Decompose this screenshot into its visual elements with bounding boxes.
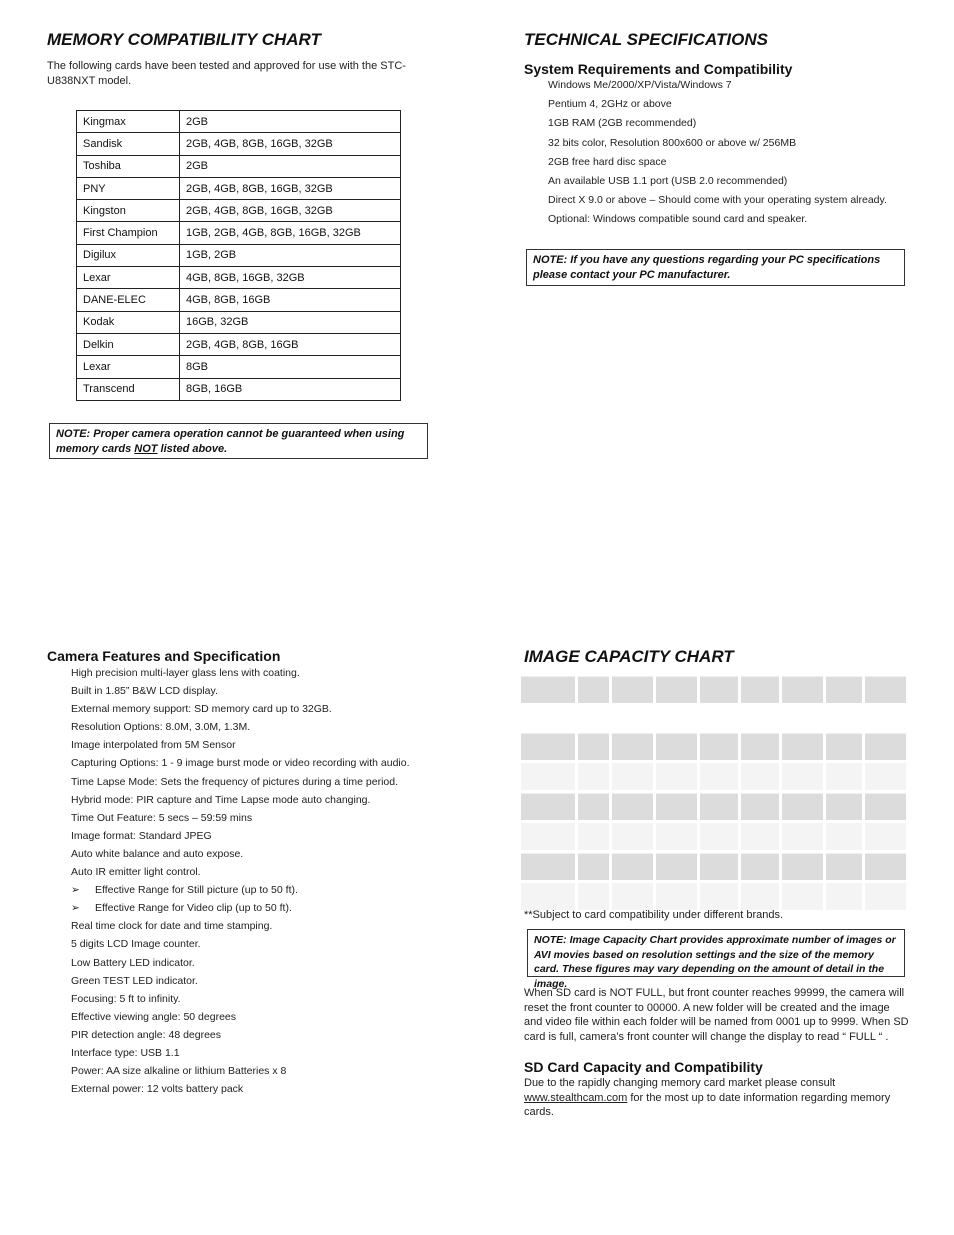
- memory-sizes-cell: 4GB, 8GB, 16GB, 32GB: [180, 267, 401, 289]
- capacity-cell: [521, 733, 575, 760]
- list-item: [71, 881, 410, 899]
- capacity-cell: [700, 853, 738, 880]
- capacity-cell: [826, 883, 862, 910]
- feature-text: Image interpolated from 5M Sensor: [71, 739, 236, 752]
- table-row: [77, 177, 401, 199]
- capacity-cell: [741, 823, 779, 850]
- capacity-cell: [656, 793, 697, 820]
- table-row: [77, 267, 401, 289]
- feature-text: Image format: Standard JPEG: [71, 829, 212, 842]
- feature-text: Green TEST LED indicator.: [71, 974, 198, 987]
- capacity-cell: [521, 763, 575, 790]
- feature-text: Effective viewing angle: 50 degrees: [71, 1010, 236, 1023]
- list-item: [71, 1044, 410, 1062]
- capacity-row: [521, 733, 911, 760]
- table-row: [77, 289, 401, 311]
- list-item: [71, 1026, 410, 1044]
- table-row: [77, 356, 401, 378]
- capacity-cell: [865, 793, 906, 820]
- capacity-cell: [578, 733, 609, 760]
- list-item: [71, 700, 410, 718]
- capacity-cell: [826, 823, 862, 850]
- feature-text: Power: AA size alkaline or lithium Batteries x 8: [71, 1065, 287, 1078]
- capacity-cell: [612, 733, 653, 760]
- memory-brand-cell: Kingston: [77, 200, 180, 222]
- capacity-cell: [865, 883, 906, 910]
- capacity-row: [521, 793, 911, 820]
- feature-text: Time Lapse Mode: Sets the frequency of pictures during a time period.: [71, 775, 399, 788]
- capacity-cell: [700, 676, 738, 703]
- capacity-cell: [656, 883, 697, 910]
- capacity-cell: [782, 883, 823, 910]
- memory-sizes-cell: 1GB, 2GB: [180, 244, 401, 266]
- capacity-cell: [700, 793, 738, 820]
- feature-text: Low Battery LED indicator.: [71, 956, 195, 969]
- list-item: 2GB free hard disc space: [548, 155, 667, 168]
- table-row: [77, 311, 401, 333]
- capacity-cell: [578, 793, 609, 820]
- list-item: [71, 845, 410, 863]
- feature-text: Built in 1.85” B&W LCD display.: [71, 685, 218, 698]
- pc-spec-note: NOTE: If you have any questions regarding your PC specifications please contact your PC manufacturer.: [526, 249, 905, 286]
- memory-compat-table: [76, 110, 401, 401]
- list-item: [71, 917, 410, 935]
- capacity-cell: [782, 793, 823, 820]
- memory-note: [49, 423, 428, 459]
- sd-capacity-title: SD Card Capacity and Compatibility: [524, 1059, 763, 1075]
- memory-sizes-cell: 2GB, 4GB, 8GB, 16GB, 32GB: [180, 133, 401, 155]
- memory-intro: The following cards have been tested and approved for use with the STC-U838NXT model.: [47, 60, 406, 87]
- capacity-cell: [741, 853, 779, 880]
- feature-text: Auto white balance and auto expose.: [71, 847, 244, 860]
- list-item: [71, 899, 410, 917]
- capacity-cell: [521, 676, 575, 703]
- capacity-cell: [782, 733, 823, 760]
- capacity-cell: [612, 763, 653, 790]
- capacity-cell: [521, 823, 575, 850]
- capacity-cell: [826, 763, 862, 790]
- memory-sizes-cell: 8GB, 16GB: [180, 378, 401, 400]
- capacity-cell: [700, 883, 738, 910]
- feature-text: Effective Range for Still picture (up to 50 ft).: [95, 884, 298, 897]
- capacity-cell: [578, 853, 609, 880]
- capacity-cell: [741, 676, 779, 703]
- table-row: [77, 378, 401, 400]
- capacity-row: [521, 883, 911, 910]
- capacity-cell: [826, 853, 862, 880]
- memory-brand-cell: Digilux: [77, 244, 180, 266]
- list-item: [71, 935, 410, 953]
- list-item: [71, 954, 410, 972]
- feature-text: Effective Range for Video clip (up to 50 ft).: [95, 902, 292, 915]
- list-item: [71, 773, 410, 791]
- capacity-cell: [521, 853, 575, 880]
- feature-text: Interface type: USB 1.1: [71, 1046, 180, 1059]
- feature-text: PIR detection angle: 48 degrees: [71, 1028, 222, 1041]
- capacity-cell: [700, 733, 738, 760]
- camera-features-title: Camera Features and Specification: [47, 648, 281, 664]
- memory-chart-title: MEMORY COMPATIBILITY CHART: [47, 30, 321, 49]
- list-item: [71, 863, 410, 881]
- capacity-cell: [826, 793, 862, 820]
- capacity-cell: [865, 676, 906, 703]
- list-item: [71, 664, 410, 682]
- feature-text: High precision multi-layer glass lens with coating.: [71, 667, 300, 679]
- list-item: [71, 718, 410, 736]
- capacity-cell: [826, 676, 862, 703]
- list-item: Windows Me/2000/XP/Vista/Windows 7: [548, 79, 732, 91]
- capacity-cell: [865, 763, 906, 790]
- memory-brand-cell: Kodak: [77, 311, 180, 333]
- sys-req-list: [548, 76, 887, 230]
- capacity-cell: [782, 823, 823, 850]
- capacity-cell: [578, 763, 609, 790]
- feature-text: 5 digits LCD Image counter.: [71, 938, 201, 951]
- memory-note-emphasis: NOT: [134, 443, 158, 455]
- capacity-cell: [521, 793, 575, 820]
- sys-req-title: System Requirements and Compatibility: [524, 61, 793, 77]
- list-item: [71, 990, 410, 1008]
- capacity-cell: [865, 823, 906, 850]
- memory-sizes-cell: 2GB, 4GB, 8GB, 16GB, 32GB: [180, 177, 401, 199]
- memory-brand-cell: Delkin: [77, 333, 180, 355]
- list-item: 32 bits color, Resolution 800x600 or above w/ 256MB: [548, 136, 797, 149]
- capacity-cell: [578, 883, 609, 910]
- feature-text: Focusing: 5 ft to infinity.: [71, 992, 181, 1005]
- capacity-cell: [578, 823, 609, 850]
- feature-text: Capturing Options: 1 - 9 image burst mode or video recording with audio.: [71, 757, 410, 770]
- capacity-cell: [656, 763, 697, 790]
- memory-brand-cell: First Champion: [77, 222, 180, 244]
- feature-text: Auto IR emitter light control.: [71, 866, 201, 879]
- capacity-cell: [612, 793, 653, 820]
- capacity-cell: [741, 763, 779, 790]
- stealthcam-link[interactable]: www.stealthcam.com: [524, 1091, 628, 1104]
- list-item: [71, 736, 410, 754]
- list-item: [71, 1080, 410, 1098]
- capacity-cell: [741, 883, 779, 910]
- list-item: [71, 682, 410, 700]
- capacity-cell: [700, 823, 738, 850]
- list-item: [71, 1062, 410, 1080]
- list-item: Pentium 4, 2GHz or above: [548, 98, 672, 111]
- capacity-cell: [741, 793, 779, 820]
- memory-sizes-cell: 1GB, 2GB, 4GB, 8GB, 16GB, 32GB: [180, 222, 401, 244]
- image-capacity-grid: [521, 676, 911, 913]
- table-row: [77, 133, 401, 155]
- capacity-row: [521, 763, 911, 790]
- feature-text: Time Out Feature: 5 secs – 59:59 mins: [71, 811, 253, 824]
- memory-brand-cell: Toshiba: [77, 155, 180, 177]
- feature-text: External memory support: SD memory card up to 32GB.: [71, 703, 332, 716]
- list-item: Optional: Windows compatible sound card and speaker.: [548, 213, 808, 226]
- memory-brand-cell: DANE-ELEC: [77, 289, 180, 311]
- capacity-header-row: [521, 676, 911, 703]
- list-item: 1GB RAM (2GB recommended): [548, 117, 697, 130]
- table-row: [77, 222, 401, 244]
- memory-sizes-cell: 2GB, 4GB, 8GB, 16GB: [180, 333, 401, 355]
- list-item: [71, 1008, 410, 1026]
- memory-sizes-cell: 8GB: [180, 356, 401, 378]
- feature-text: Real time clock for date and time stamping.: [71, 920, 273, 933]
- capacity-cell: [612, 823, 653, 850]
- capacity-row: [521, 853, 911, 880]
- list-item: [71, 754, 410, 772]
- memory-note-text: NOTE: Proper camera operation cannot be guaranteed when using memory cards: [56, 428, 405, 455]
- list-item: An available USB 1.1 port (USB 2.0 recommended): [548, 174, 788, 187]
- capacity-row: [521, 823, 911, 850]
- memory-note-text-end: listed above.: [157, 443, 228, 455]
- memory-brand-cell: Transcend: [77, 378, 180, 400]
- sd-capacity-text-end: for the most up to date information regarding memory cards.: [524, 1091, 891, 1118]
- list-item: [71, 972, 410, 990]
- tech-spec-title: TECHNICAL SPECIFICATIONS: [524, 30, 768, 49]
- capacity-cell: [865, 853, 906, 880]
- table-row: [77, 200, 401, 222]
- capacity-cell: [656, 823, 697, 850]
- memory-sizes-cell: 16GB, 32GB: [180, 311, 401, 333]
- list-item: [71, 791, 410, 809]
- feature-text: Hybrid mode: PIR capture and Time Lapse mode auto changing.: [71, 793, 371, 806]
- table-row: [77, 155, 401, 177]
- list-item: Direct X 9.0 or above – Should come with your operating system already.: [548, 194, 887, 207]
- capacity-cell: [521, 883, 575, 910]
- capacity-cell: [612, 883, 653, 910]
- capacity-cell: [656, 733, 697, 760]
- memory-brand-cell: Lexar: [77, 267, 180, 289]
- sd-capacity-paragraph: [524, 1076, 909, 1120]
- capacity-cell: [656, 853, 697, 880]
- list-item: [71, 809, 410, 827]
- feature-text: External power: 12 volts battery pack: [71, 1083, 244, 1096]
- capacity-cell: [782, 763, 823, 790]
- capacity-cell: [741, 733, 779, 760]
- sd-capacity-text: Due to the rapidly changing memory card market please consult: [524, 1077, 836, 1089]
- capacity-cell: [612, 853, 653, 880]
- capacity-footnote: **Subject to card compatibility under different brands.: [524, 909, 784, 921]
- feature-text: Resolution Options: 8.0M, 3.0M, 1.3M.: [71, 721, 251, 734]
- capacity-cell: [826, 733, 862, 760]
- memory-brand-cell: Sandisk: [77, 133, 180, 155]
- memory-sizes-cell: 2GB: [180, 111, 401, 133]
- capacity-cell: [782, 853, 823, 880]
- memory-brand-cell: PNY: [77, 177, 180, 199]
- capacity-note: NOTE: Image Capacity Chart provides approximate number of images or AVI movies based on resolution settings and the size of the memory card. These figures may vary depending on the amount of detail in the image.: [527, 929, 905, 977]
- table-row: [77, 111, 401, 133]
- memory-sizes-cell: 2GB: [180, 155, 401, 177]
- memory-brand-cell: Kingmax: [77, 111, 180, 133]
- capacity-cell: [700, 763, 738, 790]
- capacity-cell: [782, 676, 823, 703]
- image-capacity-title: IMAGE CAPACITY CHART: [524, 647, 734, 666]
- capacity-cell: [656, 676, 697, 703]
- capacity-cell: [865, 733, 906, 760]
- table-row: [77, 244, 401, 266]
- capacity-cell: [612, 676, 653, 703]
- memory-sizes-cell: 2GB, 4GB, 8GB, 16GB, 32GB: [180, 200, 401, 222]
- memory-brand-cell: Lexar: [77, 356, 180, 378]
- arrow-bullet-icon: ➢: [71, 902, 80, 915]
- table-row: [77, 333, 401, 355]
- arrow-bullet-icon: ➢: [71, 884, 80, 897]
- capacity-cell: [578, 676, 609, 703]
- list-item: [71, 827, 410, 845]
- counter-reset-paragraph: When SD card is NOT FULL, but front counter reaches 99999, the camera will reset the front counter to 00000. A new folder will be created and the image and video file within each folder will be named from 0001 up to 9999. When SD card is full, camera’s front counter will change the display to read “ FULL “ .: [524, 987, 909, 1043]
- camera-features-list: [71, 664, 410, 1098]
- memory-sizes-cell: 4GB, 8GB, 16GB: [180, 289, 401, 311]
